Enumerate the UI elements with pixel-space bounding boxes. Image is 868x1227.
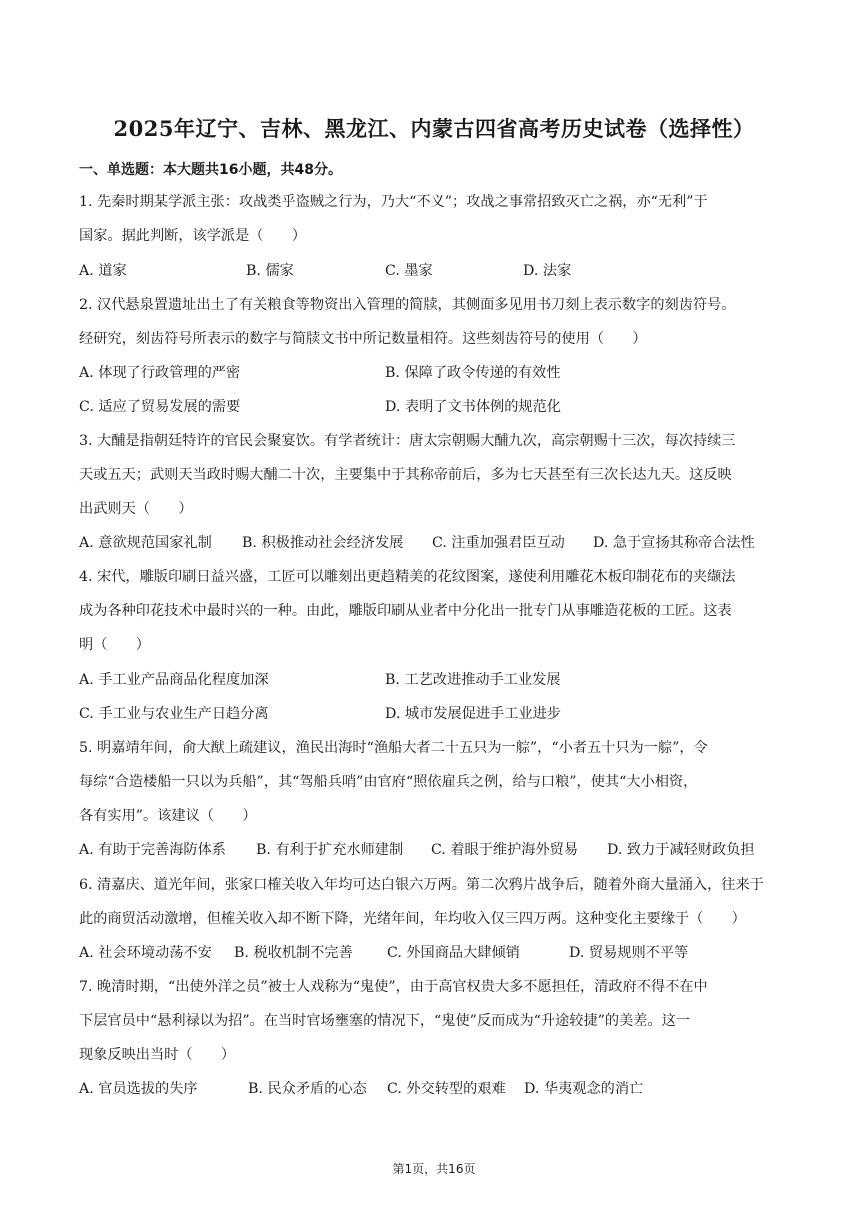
q1-option-d: D. 法家 (523, 263, 572, 279)
q5-stem-line-1: 5. 明嘉靖年间，俞大猷上疏建议，渔民出海时“渔船大者二十五只为一䑸”，“小者五十只为一䑸”，令 (79, 740, 708, 756)
q6-stem-line-1: 6. 清嘉庆、道光年间，张家口榷关收入年均可达白银六万两。第二次鸦片战争后，随着外商大量涌入，往来于 (79, 877, 764, 893)
q4-option-a: A. 手工业产品商品化程度加深 (79, 672, 269, 688)
q3-stem-line-3: 出武则天（ ） (79, 501, 193, 517)
q5-stem-line-3: 各有实用”。该建议（ ） (79, 808, 257, 824)
q1-stem-line-1: 1. 先秦时期某学派主张：攻战类乎盗贼之行为，乃大“不义”；攻战之事常招致灭亡之祸，亦“无利”于 (79, 194, 708, 210)
q3-stem-line-1: 3. 大酺是指朝廷特许的官民会聚宴饮。有学者统计：唐太宗朝赐大酺九次，高宗朝赐十三次，每次持续三 (79, 433, 736, 449)
q4-stem-line-2: 成为各种印花技术中最时兴的一种。由此，雕版印刷从业者中分化出一批专门从事雕造花板的工匠。这表 (79, 603, 732, 619)
q5-stem-line-2: 每综“合造楼船一只以为兵船”，其“驾船兵哨”由官府“照依雇兵之例，给与口粮”，使其“大小相资， (79, 774, 698, 790)
q6-option-d: D. 贸易规则不平等 (569, 945, 689, 961)
page-footer: 第1页，共16页 (392, 1162, 476, 1176)
page-title: 2025年辽宁、吉林、黑龙江、内蒙古四省高考历史试卷（选择性） (113, 116, 755, 141)
q7-option-b: B. 民众矛盾的心态 (248, 1081, 367, 1097)
q1-option-c: C. 墨家 (385, 263, 433, 279)
q3-option-a: A. 意欲规范国家礼制 (79, 535, 212, 551)
q5-option-a: A. 有助于完善海防体系 (79, 842, 226, 858)
q5-option-d: D. 致力于减轻财政负担 (607, 842, 755, 858)
q3-option-b: B. 积极推动社会经济发展 (242, 535, 404, 551)
q6-stem-line-2: 此的商贸活动激增，但榷关收入却不断下降，光绪年间，年均收入仅三四万两。这种变化主要缘于（ ） (79, 911, 746, 927)
q6-option-a: A. 社会环境动荡不安 (79, 945, 212, 961)
q3-option-c: C. 注重加强君臣互动 (432, 535, 565, 551)
q5-option-b: B. 有利于扩充水师建制 (256, 842, 404, 858)
q2-option-c: C. 适应了贸易发展的需要 (79, 399, 241, 415)
q7-stem-line-3: 现象反映出当时（ ） (79, 1047, 236, 1063)
q5-option-c: C. 着眼于维护海外贸易 (431, 842, 579, 858)
section-header: 一、单选题：本大题共16小题，共48分。 (79, 162, 342, 178)
q6-option-c: C. 外国商品大肆倾销 (387, 945, 520, 961)
q4-stem-line-1: 4. 宋代，雕版印刷日益兴盛，工匠可以雕刻出更趋精美的花纹图案，遂使利用雕花木板印制花布的夹缬法 (79, 569, 736, 585)
q7-option-a: A. 官员选拔的失序 (79, 1081, 198, 1097)
q6-option-b: B. 税收机制不完善 (234, 945, 353, 961)
q2-stem-line-1: 2. 汉代悬泉置遗址出土了有关粮食等物资出入管理的简牍，其侧面多见用书刀刻上表示数字的刻齿符号。 (79, 297, 736, 313)
q7-stem-line-2: 下层官员中“悬利禄以为招”。在当时官场壅塞的情况下，“鬼使”反而成为“升途较捷”的美差。这一 (79, 1013, 691, 1029)
q7-option-c: C. 外交转型的艰难 (387, 1081, 506, 1097)
q1-stem-line-2: 国家。据此判断，该学派是（ ） (79, 228, 307, 244)
q4-option-d: D. 城市发展促进手工业进步 (385, 706, 561, 722)
q2-stem-line-2: 经研究，刻齿符号所表示的数字与简牍文书中所记数量相符。这些刻齿符号的使用（ ） (79, 331, 647, 347)
q2-option-d: D. 表明了文书体例的规范化 (385, 399, 561, 415)
q2-option-a: A. 体现了行政管理的严密 (79, 365, 241, 381)
q1-option-a: A. 道家 (79, 263, 127, 279)
q3-option-d: D. 急于宣扬其称帝合法性 (593, 535, 755, 551)
q2-option-b: B. 保障了政令传递的有效性 (385, 365, 561, 381)
q4-stem-line-3: 明（ ） (79, 637, 150, 653)
q1-option-b: B. 儒家 (246, 263, 294, 279)
q3-stem-line-2: 天或五天；武则天当政时赐大酺二十次，主要集中于其称帝前后，多为七天甚至有三次长达九天。这反映 (79, 467, 732, 483)
q4-option-b: B. 工艺改进推动手工业发展 (385, 672, 561, 688)
q7-stem-line-1: 7. 晚清时期，“出使外洋之员”被士人戏称为“鬼使”，由于高官权贵大多不愿担任，清政府不得不在中 (79, 979, 708, 995)
q7-option-d: D. 华夷观念的消亡 (524, 1081, 644, 1097)
q4-option-c: C. 手工业与农业生产日趋分离 (79, 706, 269, 722)
